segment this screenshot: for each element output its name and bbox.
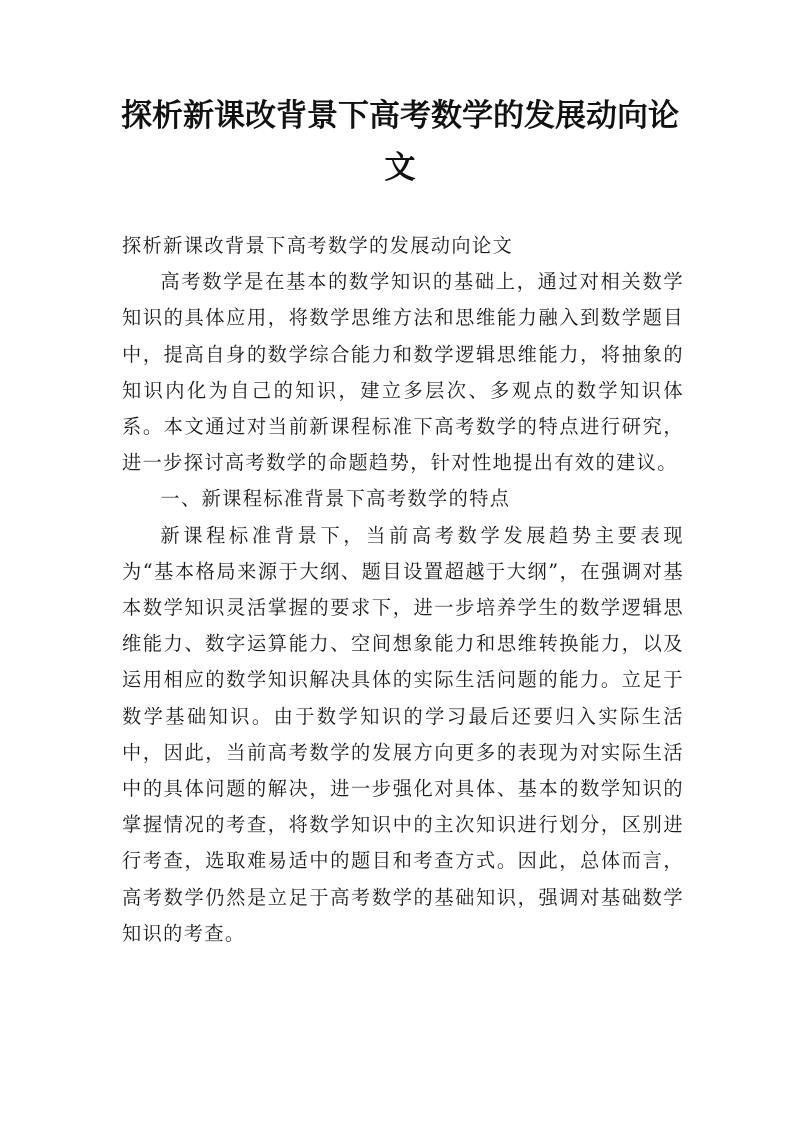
paragraph-section-one: 新课程标准背景下，当前高考数学发展趋势主要表现为“基本格局来源于大纲、题目设置超越于大纲”，在强调对基本数学知识灵活掌握的要求下，进一步培养学生的数学逻辑思维能力、数字运算能力、空间想象能力和思维转换能力，以及运用相应的数学知识解决具体的实际生活问题的能力。立足于数学基础知识。由于数学知识的学习最后还要归入实际生活中，因此，当前高考数学的发展方向更多的表现为对实际生活中的具体问题的解决，进一步强化对具体、基本的数学知识的掌握情况的考查，将数学知识中的主次知识进行划分，区别进行考查，选取难易适中的题目和考查方式。因此，总体而言，高考数学仍然是立足于高考数学的基础知识，强调对基础数学知识的考查。 [122, 523, 684, 945]
paragraph-intro: 高考数学是在基本的数学知识的基础上，通过对相关数学知识的具体应用，将数学思维方法和思维能力融入到数学题目中，提高自身的数学综合能力和数学逻辑思维能力，将抽象的知识内化为自己的知识，建立多层次、多观点的数学知识体系。本文通过对当前新课程标准下高考数学的特点进行研究，进一步探讨高考数学的命题趋势，针对性地提出有效的建议。 [122, 270, 684, 475]
section-heading: 一、新课程标准背景下高考数学的特点 [160, 487, 511, 511]
document-title: 探析新课改背景下高考数学的发展动向论文 [121, 98, 679, 186]
document-body [122, 228, 684, 952]
document-subtitle: 探析新课改背景下高考数学的发展动向论文 [122, 234, 514, 257]
